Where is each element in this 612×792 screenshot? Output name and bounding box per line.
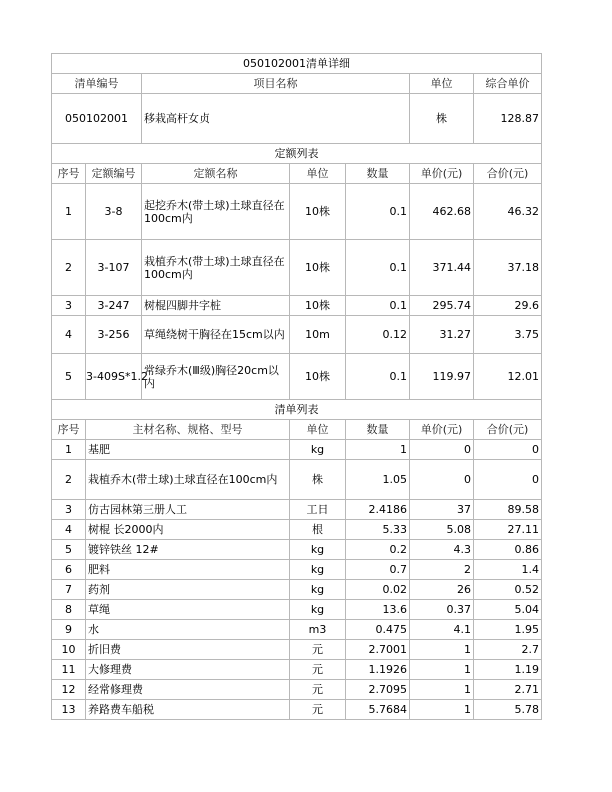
material-qty: 5.33 bbox=[346, 520, 410, 540]
material-unit: 根 bbox=[290, 520, 346, 540]
material-name: 大修理费 bbox=[86, 660, 290, 680]
quota-code: 3-247 bbox=[86, 296, 142, 316]
material-name: 肥料 bbox=[86, 560, 290, 580]
material-qty: 2.7095 bbox=[346, 680, 410, 700]
material-unit: 株 bbox=[290, 460, 346, 500]
material-unit-price: 1 bbox=[410, 680, 474, 700]
bill-code-header: 清单编号 bbox=[52, 74, 142, 94]
quota-unit-price: 295.74 bbox=[410, 296, 474, 316]
quota-total: 3.75 bbox=[474, 316, 542, 354]
quota-unit: 10株 bbox=[290, 354, 346, 400]
material-seq: 12 bbox=[52, 680, 86, 700]
material-qty: 1.1926 bbox=[346, 660, 410, 680]
material-unit: kg bbox=[290, 560, 346, 580]
material-seq: 2 bbox=[52, 460, 86, 500]
material-seq: 1 bbox=[52, 440, 86, 460]
material-unit: 元 bbox=[290, 680, 346, 700]
quota-code: 3-8 bbox=[86, 184, 142, 240]
quota-seq: 3 bbox=[52, 296, 86, 316]
bill-unit: 株 bbox=[410, 94, 474, 144]
material-total: 2.71 bbox=[474, 680, 542, 700]
material-unit-price: 0 bbox=[410, 440, 474, 460]
material-row bbox=[52, 580, 542, 600]
quota-qty-header: 数量 bbox=[346, 164, 410, 184]
material-unit-price: 5.08 bbox=[410, 520, 474, 540]
material-total: 1.19 bbox=[474, 660, 542, 680]
quota-unit: 10株 bbox=[290, 296, 346, 316]
material-seq: 4 bbox=[52, 520, 86, 540]
bill-detail-sheet bbox=[51, 53, 541, 720]
material-unit: kg bbox=[290, 580, 346, 600]
material-unit-price: 1 bbox=[410, 660, 474, 680]
bill-price: 128.87 bbox=[474, 94, 542, 144]
quota-total: 12.01 bbox=[474, 354, 542, 400]
quota-seq-header: 序号 bbox=[52, 164, 86, 184]
quota-qty: 0.1 bbox=[346, 184, 410, 240]
material-unit: 元 bbox=[290, 700, 346, 720]
material-seq: 13 bbox=[52, 700, 86, 720]
quota-code-header: 定额编号 bbox=[86, 164, 142, 184]
bill-name-header: 项目名称 bbox=[142, 74, 410, 94]
material-section-title: 清单列表 bbox=[52, 400, 542, 420]
quota-unit-price: 371.44 bbox=[410, 240, 474, 296]
material-unit-price: 4.3 bbox=[410, 540, 474, 560]
material-qty: 1.05 bbox=[346, 460, 410, 500]
material-seq: 11 bbox=[52, 660, 86, 680]
material-name-header: 主材名称、规格、型号 bbox=[86, 420, 290, 440]
material-row bbox=[52, 520, 542, 540]
material-total: 1.95 bbox=[474, 620, 542, 640]
material-qty: 0.2 bbox=[346, 540, 410, 560]
material-row bbox=[52, 660, 542, 680]
material-seq-header: 序号 bbox=[52, 420, 86, 440]
material-seq: 9 bbox=[52, 620, 86, 640]
material-total: 2.7 bbox=[474, 640, 542, 660]
material-qty-header: 数量 bbox=[346, 420, 410, 440]
material-unit-price: 0 bbox=[410, 460, 474, 500]
material-name: 经常修理费 bbox=[86, 680, 290, 700]
quota-unit-price: 31.27 bbox=[410, 316, 474, 354]
quota-unit-price-header: 单价(元) bbox=[410, 164, 474, 184]
quota-total: 29.6 bbox=[474, 296, 542, 316]
quota-unit: 10株 bbox=[290, 240, 346, 296]
material-seq: 5 bbox=[52, 540, 86, 560]
material-unit: 元 bbox=[290, 660, 346, 680]
material-total: 0 bbox=[474, 440, 542, 460]
material-unit-price: 1 bbox=[410, 640, 474, 660]
quota-name: 起挖乔木(带土球)土球直径在100cm内 bbox=[142, 184, 290, 240]
material-qty: 5.7684 bbox=[346, 700, 410, 720]
material-unit: 工日 bbox=[290, 500, 346, 520]
quota-row bbox=[52, 240, 542, 296]
material-unit: kg bbox=[290, 600, 346, 620]
bill-price-header: 综合单价 bbox=[474, 74, 542, 94]
material-unit-price-header: 单价(元) bbox=[410, 420, 474, 440]
material-name: 基肥 bbox=[86, 440, 290, 460]
material-row bbox=[52, 700, 542, 720]
quota-seq: 4 bbox=[52, 316, 86, 354]
quota-code: 3-256 bbox=[86, 316, 142, 354]
material-row bbox=[52, 560, 542, 580]
quota-name-header: 定额名称 bbox=[142, 164, 290, 184]
bill-detail-table bbox=[51, 53, 542, 720]
material-seq: 8 bbox=[52, 600, 86, 620]
quota-seq: 2 bbox=[52, 240, 86, 296]
material-unit: kg bbox=[290, 540, 346, 560]
material-row bbox=[52, 600, 542, 620]
quota-name: 树棍四脚井字桩 bbox=[142, 296, 290, 316]
material-total: 0.52 bbox=[474, 580, 542, 600]
quota-qty: 0.12 bbox=[346, 316, 410, 354]
material-total: 0 bbox=[474, 460, 542, 500]
material-unit: m3 bbox=[290, 620, 346, 640]
bill-unit-header: 单位 bbox=[410, 74, 474, 94]
material-seq: 3 bbox=[52, 500, 86, 520]
material-unit: kg bbox=[290, 440, 346, 460]
material-total: 5.04 bbox=[474, 600, 542, 620]
material-name: 水 bbox=[86, 620, 290, 640]
quota-total: 37.18 bbox=[474, 240, 542, 296]
material-unit-price: 1 bbox=[410, 700, 474, 720]
material-total: 89.58 bbox=[474, 500, 542, 520]
quota-name: 常绿乔木(Ⅲ级)胸径20cm以内 bbox=[142, 354, 290, 400]
quota-row bbox=[52, 296, 542, 316]
bill-code: 050102001 bbox=[52, 94, 142, 144]
material-qty: 0.475 bbox=[346, 620, 410, 640]
bill-name: 移栽高杆女贞 bbox=[142, 94, 410, 144]
quota-row bbox=[52, 316, 542, 354]
quota-unit-header: 单位 bbox=[290, 164, 346, 184]
material-row bbox=[52, 460, 542, 500]
material-row bbox=[52, 540, 542, 560]
material-total-header: 合价(元) bbox=[474, 420, 542, 440]
material-total: 27.11 bbox=[474, 520, 542, 540]
quota-section-title: 定额列表 bbox=[52, 144, 542, 164]
quota-seq: 1 bbox=[52, 184, 86, 240]
quota-row bbox=[52, 184, 542, 240]
material-qty: 0.02 bbox=[346, 580, 410, 600]
quota-seq: 5 bbox=[52, 354, 86, 400]
material-name: 养路费车船税 bbox=[86, 700, 290, 720]
quota-code: 3-409S*1.2 bbox=[86, 354, 142, 400]
material-unit-price: 37 bbox=[410, 500, 474, 520]
material-unit-price: 26 bbox=[410, 580, 474, 600]
quota-row bbox=[52, 354, 542, 400]
material-name: 镀锌铁丝 12# bbox=[86, 540, 290, 560]
quota-qty: 0.1 bbox=[346, 240, 410, 296]
material-unit-price: 0.37 bbox=[410, 600, 474, 620]
material-name: 仿古园林第三册人工 bbox=[86, 500, 290, 520]
quota-name: 栽植乔木(带土球)土球直径在100cm内 bbox=[142, 240, 290, 296]
quota-unit-price: 462.68 bbox=[410, 184, 474, 240]
quota-total: 46.32 bbox=[474, 184, 542, 240]
sheet-title: 050102001清单详细 bbox=[52, 54, 542, 74]
material-unit: 元 bbox=[290, 640, 346, 660]
material-seq: 10 bbox=[52, 640, 86, 660]
material-qty: 2.7001 bbox=[346, 640, 410, 660]
material-unit-price: 2 bbox=[410, 560, 474, 580]
material-name: 折旧费 bbox=[86, 640, 290, 660]
material-row bbox=[52, 440, 542, 460]
quota-qty: 0.1 bbox=[346, 296, 410, 316]
material-qty: 0.7 bbox=[346, 560, 410, 580]
quota-unit: 10m bbox=[290, 316, 346, 354]
material-row bbox=[52, 680, 542, 700]
material-name: 药剂 bbox=[86, 580, 290, 600]
material-unit-header: 单位 bbox=[290, 420, 346, 440]
material-total: 1.4 bbox=[474, 560, 542, 580]
quota-name: 草绳绕树干胸径在15cm以内 bbox=[142, 316, 290, 354]
material-qty: 2.4186 bbox=[346, 500, 410, 520]
material-row bbox=[52, 500, 542, 520]
material-name: 树棍 长2000内 bbox=[86, 520, 290, 540]
material-total: 5.78 bbox=[474, 700, 542, 720]
material-row bbox=[52, 620, 542, 640]
material-seq: 6 bbox=[52, 560, 86, 580]
material-qty: 13.6 bbox=[346, 600, 410, 620]
quota-total-header: 合价(元) bbox=[474, 164, 542, 184]
material-row bbox=[52, 640, 542, 660]
quota-unit: 10株 bbox=[290, 184, 346, 240]
material-qty: 1 bbox=[346, 440, 410, 460]
quota-unit-price: 119.97 bbox=[410, 354, 474, 400]
material-seq: 7 bbox=[52, 580, 86, 600]
material-name: 草绳 bbox=[86, 600, 290, 620]
material-unit-price: 4.1 bbox=[410, 620, 474, 640]
material-name: 栽植乔木(带土球)土球直径在100cm内 bbox=[86, 460, 290, 500]
quota-qty: 0.1 bbox=[346, 354, 410, 400]
material-total: 0.86 bbox=[474, 540, 542, 560]
quota-code: 3-107 bbox=[86, 240, 142, 296]
